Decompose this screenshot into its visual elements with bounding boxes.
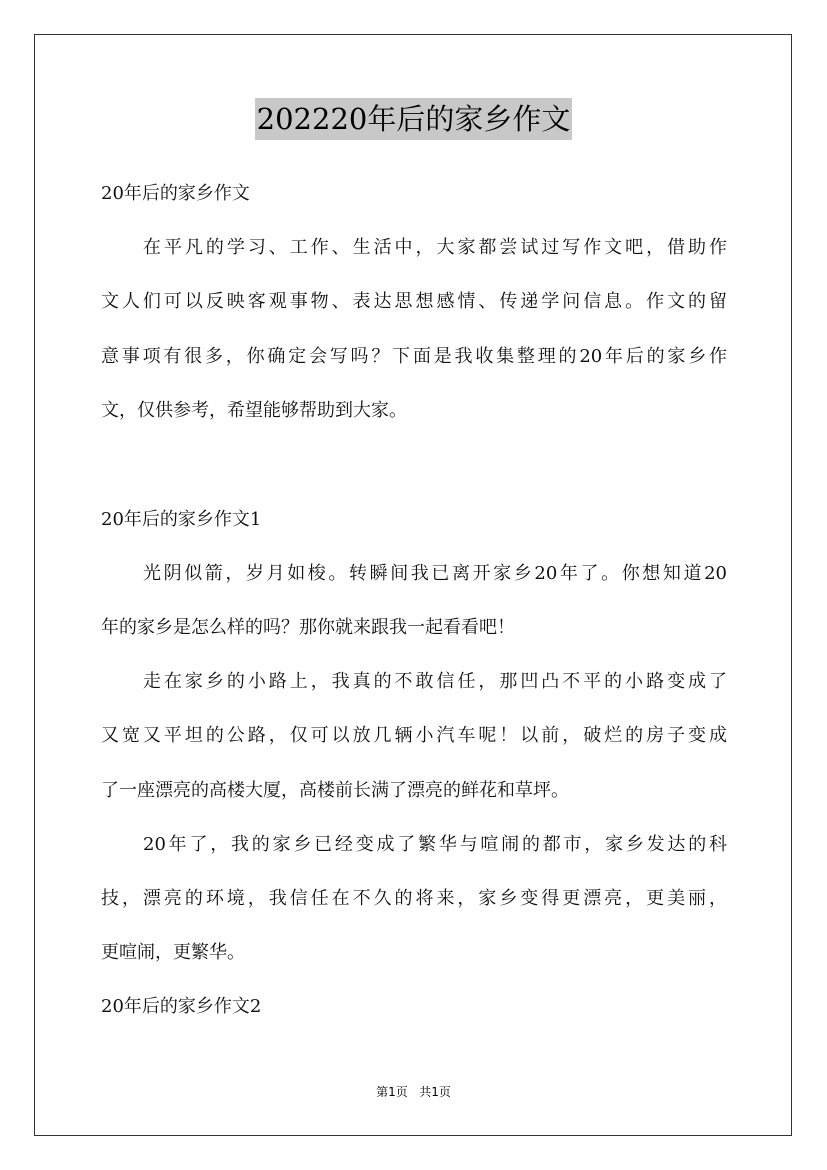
intro-heading: 20年后的家乡作文 <box>101 183 250 204</box>
section-heading-1: 20年后的家乡作文1 <box>101 509 262 530</box>
page-number: 第1页 <box>376 1085 408 1099</box>
paragraph-line: 又宽又平坦的公路，仅可以放几辆小汽车呢！以前，破烂的房子变成 <box>101 725 727 746</box>
paragraph-line: 技，漂亮的环境，我信任在不久的将来，家乡变得更漂亮，更美丽， <box>101 888 727 909</box>
paragraph-line: 意事项有很多，你确定会写吗？下面是我收集整理的20年后的家乡作 <box>101 346 727 367</box>
paragraph-line: 文人们可以反映客观事物、表达思想感情、传递学问信息。作文的留 <box>101 291 727 312</box>
paragraph-line: 20年了，我的家乡已经变成了繁华与喧闹的都市，家乡发达的科 <box>143 834 727 855</box>
page-total: 共1页 <box>419 1085 451 1099</box>
paragraph-line: 走在家乡的小路上，我真的不敢信任，那凹凸不平的小路变成了 <box>143 671 727 692</box>
paragraph-line: 在平凡的学习、工作、生活中，大家都尝试过写作文吧，借助作 <box>143 237 727 258</box>
paragraph-line: 更喧闹，更繁华。 <box>101 942 245 963</box>
paragraph-line: 光阴似箭，岁月如梭。转瞬间我已离开家乡20年了。你想知道20 <box>143 563 727 584</box>
document-title: 202220年后的家乡作文 <box>255 98 573 140</box>
page-footer <box>0 1083 827 1100</box>
paragraph-line: 了一座漂亮的高楼大厦，高楼前长满了漂亮的鲜花和草坪。 <box>101 780 569 801</box>
section-heading-2: 20年后的家乡作文2 <box>101 996 262 1017</box>
paragraph-line: 文，仅供参考，希望能够帮助到大家。 <box>101 400 407 421</box>
paragraph-line: 年的家乡是怎么样的吗？那你就来跟我一起看看吧！ <box>101 617 515 638</box>
title-container <box>0 98 827 140</box>
